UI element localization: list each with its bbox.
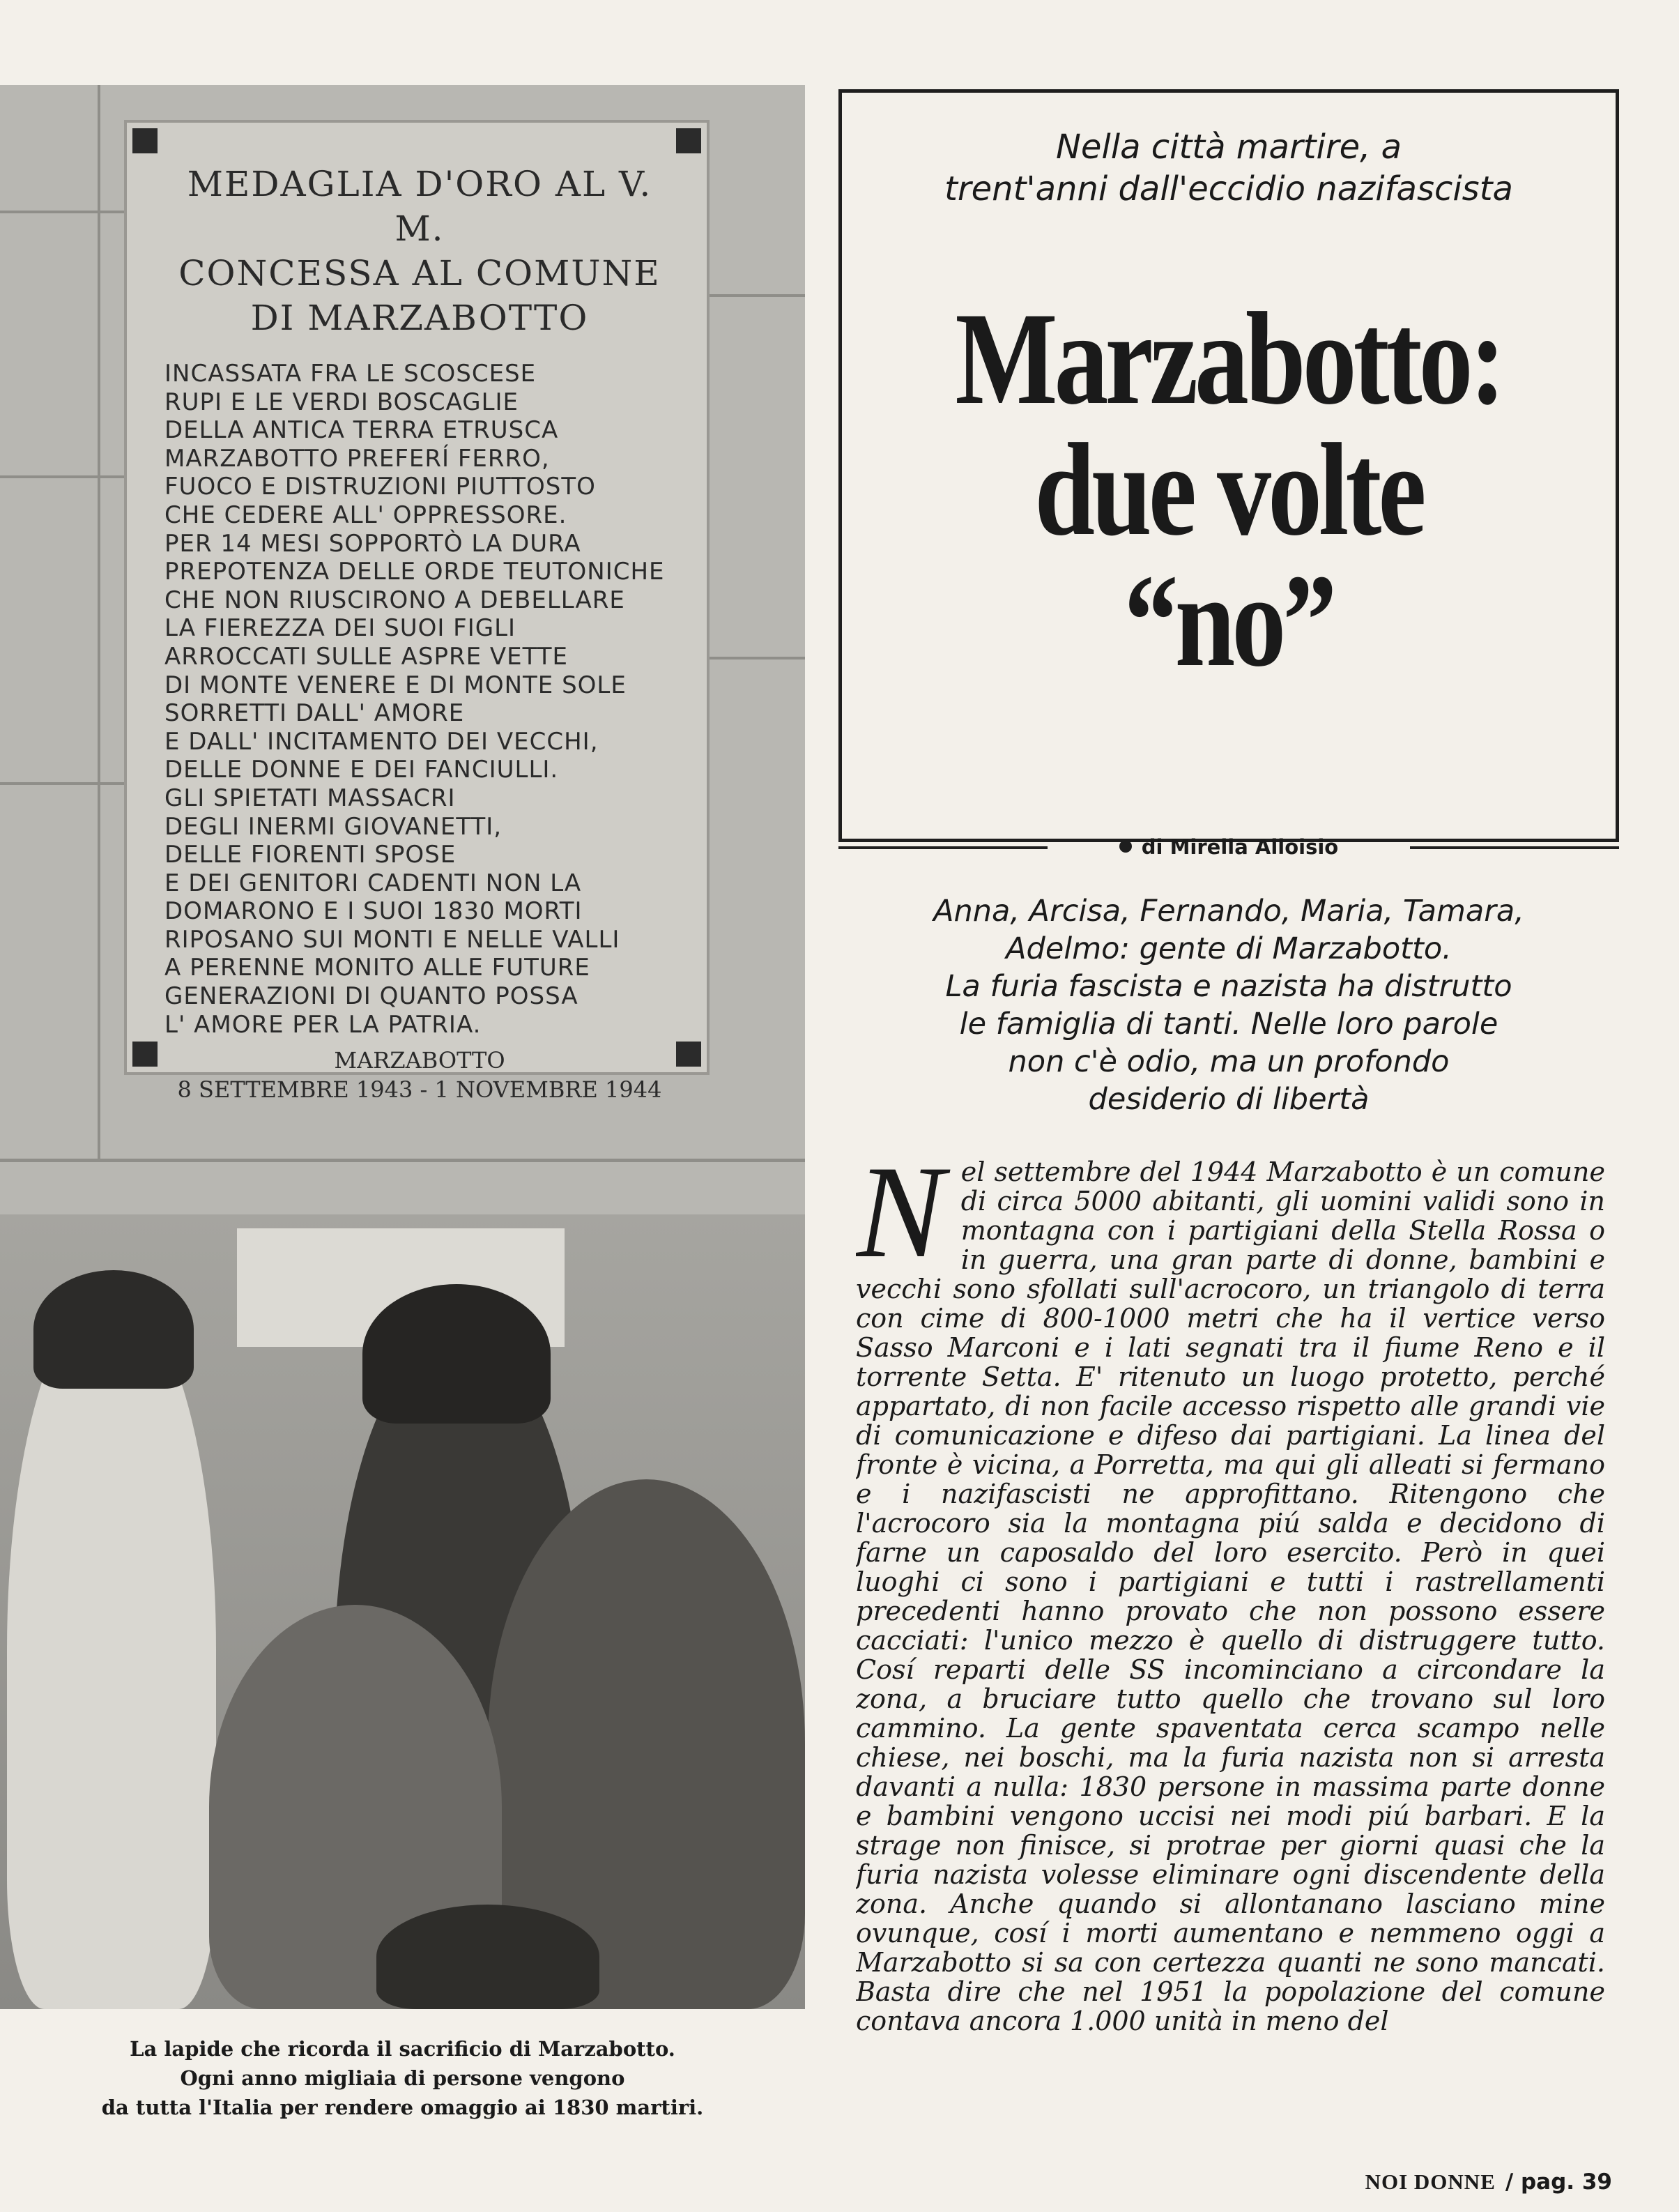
wall-joint	[0, 1159, 805, 1162]
memorial-plaque	[124, 120, 710, 1104]
article-body	[856, 1157, 1605, 2161]
article-lead: Anna, Arcisa, Fernando, Maria, Tamara, Adelmo: gente di Marzabotto. La furia fascista e nazista ha distrutto le famiglia di tanti. Nelle loro parole non c'è odio, ma un profondo desiderio di libertà	[933, 894, 1524, 1117]
plaque-bolt	[132, 1042, 158, 1067]
plaque-bolt	[132, 128, 158, 153]
drop-cap: N	[856, 1157, 944, 1286]
byline-rule-left	[838, 846, 1048, 849]
byline-author: di Mirella Alloisio	[1141, 835, 1339, 859]
page-footer	[1365, 2168, 1612, 2196]
memorial-photo	[0, 85, 805, 2009]
wall-joint	[0, 475, 124, 478]
wall-joint	[0, 782, 124, 785]
plaque-heading: MEDAGLIA D'ORO AL V. M. CONCESSA AL COMUNE DI MARZABOTTO	[178, 164, 661, 338]
woman-left-figure	[7, 1291, 216, 2009]
wall-joint	[710, 294, 805, 297]
article-headline: Marzabotto: due volte “no”	[955, 286, 1503, 694]
article-kicker: Nella città martire, a trent'anni dall'eccidio nazifascista	[944, 128, 1513, 208]
plaque-inscription: INCASSATA FRA LE SCOSCESE RUPI E LE VERDI BOSCAGLIE DELLA ANTICA TERRA ETRUSCA MARZABOTTO PREFERÍ FERRO, FUOCO E DISTRUZIONI PIUTTOSTO CHE CEDERE ALL' OPPRESSORE. PER 14 MESI SOPPORTÒ LA DURA PREPOTENZA DELLE ORDE TEUTONICHE CHE NON RIUSCIRONO A DEBELLARE LA FIEREZZA DEI SUOI FIGLI ARROCCATI SULLE ASPRE VETTE DI MONTE VENERE E DI MONTE SOLE SORRETTI DALL' AMORE E DALL' INCITAMENTO DEI VECCHI, DELLE DONNE E DEI FANCIULLI. GLI SPIETATI MASSACRI DEGLI INERMI GIOVANETTI, DELLE FIORENTI SPOSE E DEI GENITORI CADENTI NON LA DOMARONO E I SUOI 1830 MORTI RIPOSANO SUI MONTI E NELLE VALLI A PERENNE MONITO ALLE FUTURE GENERAZIONI DI QUANTO POSSA L' AMORE PER LA PATRIA.	[164, 360, 665, 1039]
title-box	[838, 89, 1619, 842]
wall-joint	[710, 657, 805, 659]
wall-joint	[0, 211, 124, 213]
woman-center-hair	[362, 1284, 551, 1424]
plaque-bolt	[676, 128, 701, 153]
byline-row	[838, 833, 1619, 861]
crowd-scene	[0, 1214, 805, 2009]
byline-rule-right	[1410, 846, 1619, 849]
photo-caption: La lapide che ricorda il sacrificio di Marzabotto. Ogni anno migliaia di persone vengono da tutta l'Italia per rendere omaggio ai 1830 martiri.	[101, 2037, 704, 2119]
page-number: / pag. 39	[1505, 2169, 1612, 2195]
plaque-dates: MARZABOTTO 8 SETTEMBRE 1943 - 1 NOVEMBRE 1944	[177, 1047, 662, 1104]
wall-joint	[98, 85, 100, 1159]
woman-left-hair	[33, 1270, 194, 1389]
foreground-head	[376, 1905, 599, 2009]
byline	[1068, 833, 1389, 861]
bullet-icon	[1119, 840, 1132, 853]
article-body-paragraph: el settembre del 1944 Marzabotto è un comune di circa 5000 abitanti, gli uomini validi sono in montagna con i partigiani della Stella Rossa o in guerra, una gran parte di donne, bambini e vecchi sono sfollati sull'acrocoro, un triangolo di terra con cime di 800-1000 metri che ha il vertice verso Sasso Marconi e i lati segnati tra il fiume Reno e il torrente Setta. E' ritenuto un luogo protetto, perché appartato, di non facile accesso rispetto alle grandi vie di comunicazione e difeso dai partigiani. La linea del fronte è vicina, a Porretta, ma qui gli alleati si fermano e i nazifascisti ne approfittano. Ritengono che l'acrocoro sia la montagna piú salda e decidono di farne un caposaldo del loro esercito. Però in quei luoghi ci sono i partigiani e tutti i rastrellamenti precedenti hanno provato che non possono essere cacciati: l'unico mezzo è quello di distruggere tutto. Cosí reparti delle SS incominciano a circondare la zona, a bruciare tutto quello che trovano sul loro cammino. La gente spaventata cerca scampo nelle chiese, nei boschi, ma la furia nazista non si arresta davanti a nulla: 1830 persone in massima parte donne e bambini vengono uccisi nei modi piú barbari. E la strage non finisce, si protrae per giorni quasi che la furia nazista volesse eliminare ogni discendente della zona. Anche quando si allontanano lasciano mine ovunque, cosí i morti aumentano e nemmeno oggi a Marzabotto si sa con certezza quanti ne sono mancati. Basta dire che nel 1951 la popolazione del comune contava ancora 1.000 unità in meno del	[856, 1157, 1605, 2036]
plaque-bolt	[676, 1042, 701, 1067]
magazine-name: NOI DONNE	[1365, 2169, 1496, 2194]
